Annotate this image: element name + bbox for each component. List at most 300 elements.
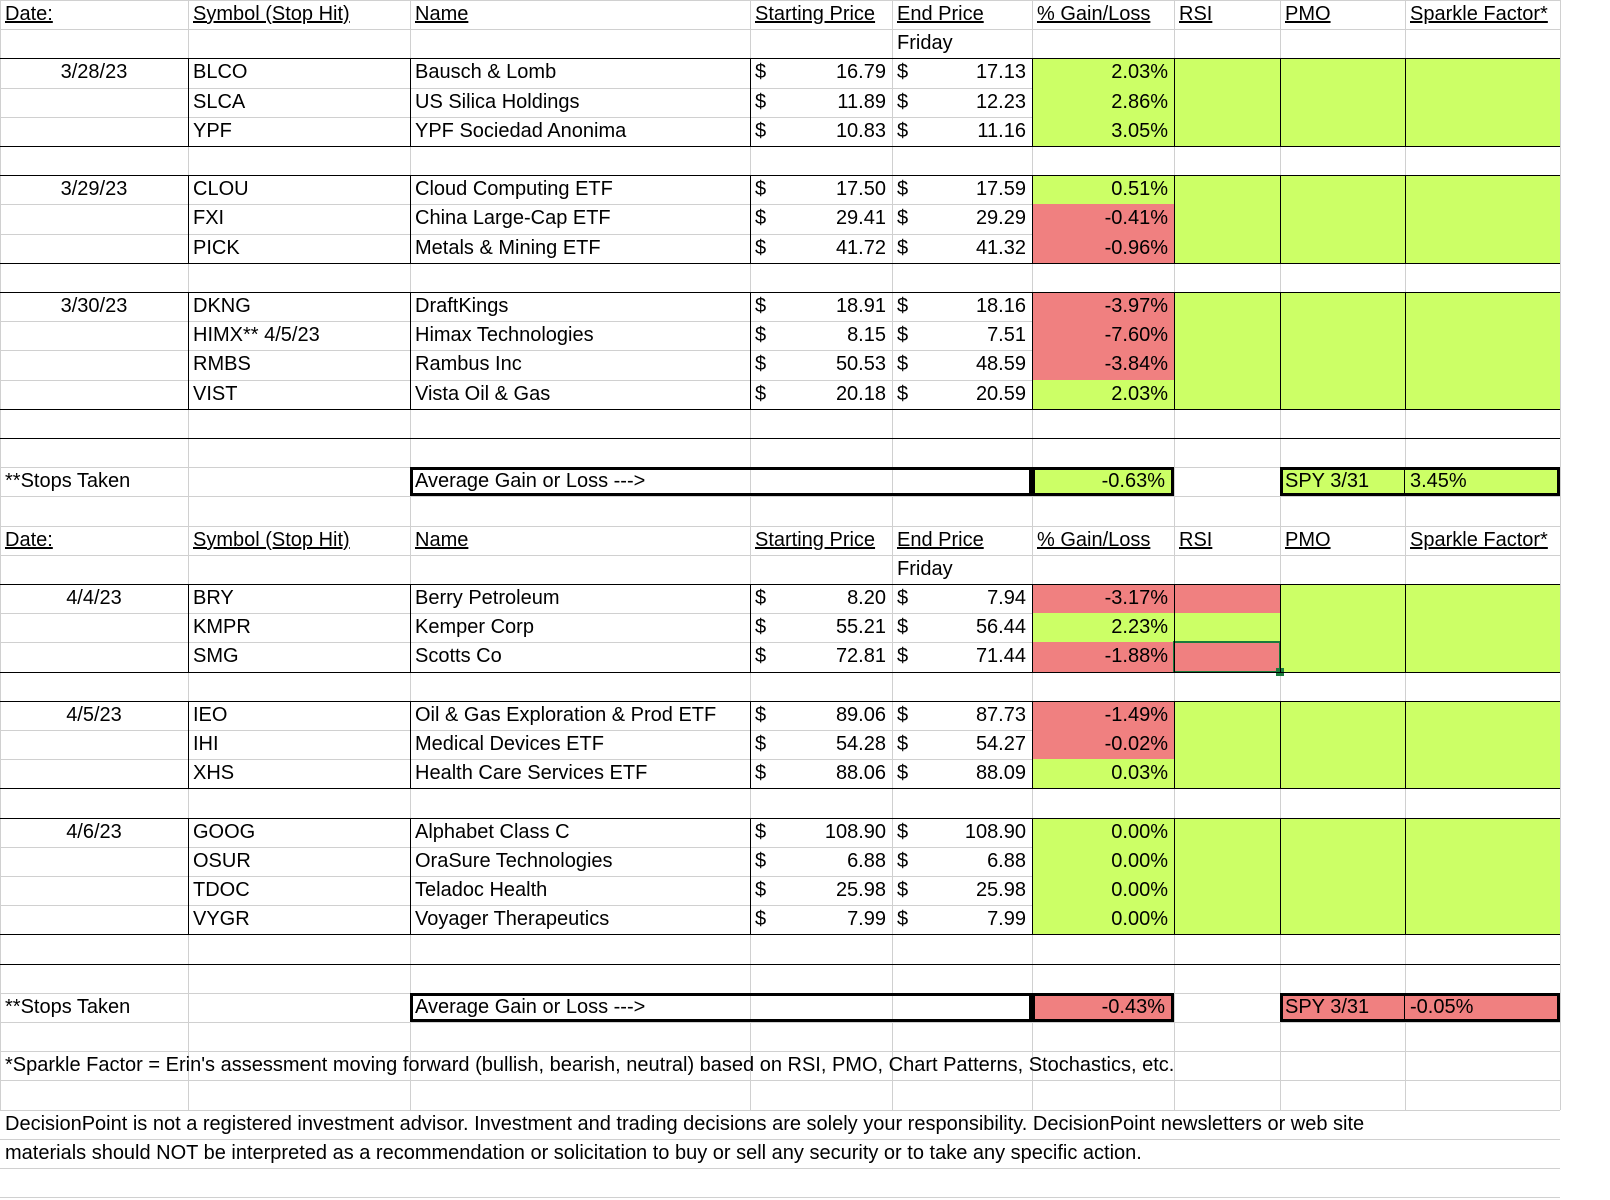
end-price-cell[interactable]: 12.23 xyxy=(975,91,1026,113)
currency-sign: $ xyxy=(897,704,909,726)
starting-price-cell[interactable]: 16.79 xyxy=(835,61,886,83)
rsi-cell[interactable] xyxy=(1174,759,1280,788)
rsi-cell[interactable] xyxy=(1174,117,1280,146)
starting-price-cell[interactable]: 20.18 xyxy=(835,383,886,405)
rsi-cell[interactable] xyxy=(1174,818,1280,847)
rsi-cell[interactable] xyxy=(1174,58,1280,88)
grid-line xyxy=(0,1022,1560,1023)
symbol-cell[interactable]: BLCO xyxy=(193,61,248,83)
symbol-cell[interactable]: GOOG xyxy=(193,821,256,843)
currency-sign: $ xyxy=(755,353,767,375)
pmo-cell[interactable] xyxy=(1280,88,1405,117)
end-price-cell[interactable]: 11.16 xyxy=(977,120,1026,142)
sparkle-cell[interactable] xyxy=(1405,204,1560,234)
symbol-cell[interactable]: DKNG xyxy=(193,295,251,317)
symbol-cell[interactable]: VIST xyxy=(193,383,238,405)
grid-line xyxy=(0,964,1560,965)
name-cell[interactable]: Teladoc Health xyxy=(415,879,548,901)
grid-line xyxy=(1032,292,1033,409)
name-cell[interactable]: Himax Technologies xyxy=(415,324,594,346)
pmo-cell[interactable] xyxy=(1280,759,1405,788)
grid-line xyxy=(1405,292,1406,409)
grid-line xyxy=(1032,584,1033,672)
gain-loss-cell[interactable]: 0.00% xyxy=(1111,908,1168,930)
sparkle-cell[interactable] xyxy=(1405,730,1560,759)
pmo-cell[interactable] xyxy=(1280,847,1405,876)
currency-sign: $ xyxy=(897,908,909,930)
end-price-cell[interactable]: 56.44 xyxy=(975,616,1026,638)
end-price-cell[interactable]: 48.59 xyxy=(975,353,1026,375)
header-starting-price: Starting Price xyxy=(755,529,876,551)
rsi-cell[interactable] xyxy=(1174,905,1280,934)
sparkle-cell[interactable] xyxy=(1405,117,1560,146)
gain-loss-cell[interactable]: 2.86% xyxy=(1111,91,1168,113)
end-price-cell[interactable]: 20.59 xyxy=(975,383,1026,405)
currency-sign: $ xyxy=(755,908,767,930)
grid-line xyxy=(188,0,189,1110)
currency-sign: $ xyxy=(897,587,909,609)
starting-price-cell[interactable]: 18.91 xyxy=(835,295,886,317)
sparkle-cell[interactable] xyxy=(1405,818,1560,847)
sparkle-cell[interactable] xyxy=(1405,88,1560,117)
symbol-cell[interactable]: OSUR xyxy=(193,850,251,872)
starting-price-cell[interactable]: 88.06 xyxy=(835,762,886,784)
gain-loss-cell[interactable]: -0.02% xyxy=(1104,733,1168,755)
gain-loss-cell[interactable]: 0.00% xyxy=(1111,821,1168,843)
grid-line xyxy=(1174,701,1175,788)
grid-line xyxy=(0,934,1560,935)
pmo-cell[interactable] xyxy=(1280,701,1405,730)
currency-sign: $ xyxy=(897,616,909,638)
header-symbol: Symbol (Stop Hit) xyxy=(193,529,350,551)
date-cell[interactable]: 3/28/23 xyxy=(60,61,128,83)
sparkle-cell[interactable] xyxy=(1405,175,1560,204)
grid-line xyxy=(1174,0,1175,1110)
grid-line xyxy=(1174,818,1175,934)
end-price-cell[interactable]: 29.29 xyxy=(975,207,1026,229)
rsi-cell[interactable] xyxy=(1174,204,1280,234)
grid-line xyxy=(0,818,1560,819)
rsi-cell[interactable] xyxy=(1174,292,1280,321)
currency-sign: $ xyxy=(755,762,767,784)
currency-sign: $ xyxy=(897,207,909,229)
grid-line xyxy=(1032,0,1033,1110)
symbol-cell[interactable]: TDOC xyxy=(193,879,250,901)
name-cell[interactable]: Bausch & Lomb xyxy=(415,61,557,83)
gain-loss-cell[interactable]: 3.05% xyxy=(1111,120,1168,142)
currency-sign: $ xyxy=(897,91,909,113)
sparkle-cell[interactable] xyxy=(1405,58,1560,88)
gain-loss-cell[interactable]: 0.00% xyxy=(1111,850,1168,872)
disclaimer-line-1: DecisionPoint is not a registered investment advisor. Investment and trading decisions are solely your responsibility. DecisionPoint newsletters or web site xyxy=(5,1113,1365,1135)
currency-sign: $ xyxy=(897,324,909,346)
grid-line xyxy=(0,496,1560,497)
name-cell[interactable]: YPF Sociedad Anonima xyxy=(415,120,627,142)
name-cell[interactable]: Berry Petroleum xyxy=(415,587,560,609)
sparkle-cell[interactable] xyxy=(1405,847,1560,876)
currency-sign: $ xyxy=(755,383,767,405)
currency-sign: $ xyxy=(897,879,909,901)
rsi-cell[interactable] xyxy=(1174,584,1280,613)
end-price-cell[interactable]: 17.13 xyxy=(975,61,1026,83)
starting-price-cell[interactable]: 6.88 xyxy=(847,850,886,872)
grid-line xyxy=(1280,818,1281,934)
rsi-cell[interactable] xyxy=(1174,88,1280,117)
grid-line xyxy=(1405,175,1406,263)
sparkle-cell[interactable] xyxy=(1405,292,1560,321)
gain-loss-cell[interactable]: 2.03% xyxy=(1111,61,1168,83)
header-name: Name xyxy=(415,529,469,551)
name-cell[interactable]: Vista Oil & Gas xyxy=(415,383,551,405)
grid-line xyxy=(1280,701,1281,788)
gain-loss-cell[interactable]: 0.51% xyxy=(1111,178,1168,200)
header-gain-loss: % Gain/Loss xyxy=(1037,3,1151,25)
currency-sign: $ xyxy=(897,178,909,200)
grid-line xyxy=(1405,701,1406,788)
gain-loss-cell[interactable]: -3.17% xyxy=(1104,587,1168,609)
name-cell[interactable]: Oil & Gas Exploration & Prod ETF xyxy=(415,704,717,726)
end-price-cell[interactable]: 108.90 xyxy=(964,821,1026,843)
header-name: Name xyxy=(415,3,469,25)
grid-line xyxy=(750,175,751,263)
starting-price-cell[interactable]: 8.15 xyxy=(847,324,886,346)
currency-sign: $ xyxy=(897,762,909,784)
grid-line xyxy=(0,0,1,1110)
header-pmo: PMO xyxy=(1285,529,1331,551)
header-starting-price: Starting Price xyxy=(755,3,876,25)
end-price-cell[interactable]: 6.88 xyxy=(987,850,1026,872)
grid-line xyxy=(1405,0,1406,1110)
grid-line xyxy=(0,1080,1560,1081)
grid-line xyxy=(750,701,751,788)
header-end-price: End Price xyxy=(897,529,984,551)
grid-line xyxy=(0,409,1560,410)
grid-line xyxy=(0,58,1560,59)
pmo-cell[interactable] xyxy=(1280,380,1405,409)
date-cell[interactable]: 4/4/23 xyxy=(66,587,122,609)
gain-loss-cell[interactable]: -0.41% xyxy=(1104,207,1168,229)
symbol-cell[interactable]: XHS xyxy=(193,762,235,784)
currency-sign: $ xyxy=(897,733,909,755)
currency-sign: $ xyxy=(897,237,909,259)
grid-line xyxy=(188,58,189,146)
end-price-cell[interactable]: 54.27 xyxy=(975,733,1026,755)
gain-loss-cell[interactable]: -7.60% xyxy=(1104,324,1168,346)
spy-label[interactable]: SPY 3/31 xyxy=(1280,993,1405,1022)
grid-line xyxy=(0,292,1560,293)
grid-line xyxy=(188,584,189,672)
name-cell[interactable]: Voyager Therapeutics xyxy=(415,908,610,930)
name-cell[interactable]: Kemper Corp xyxy=(415,616,534,638)
grid-line xyxy=(1174,584,1175,672)
starting-price-cell[interactable]: 29.41 xyxy=(835,207,886,229)
sparkle-cell[interactable] xyxy=(1405,584,1560,613)
end-price-cell[interactable]: 7.99 xyxy=(987,908,1026,930)
starting-price-cell[interactable]: 50.53 xyxy=(835,353,886,375)
grid-line xyxy=(750,584,751,672)
stops-taken-label: **Stops Taken xyxy=(5,996,131,1018)
pmo-cell[interactable] xyxy=(1280,876,1405,905)
sparkle-cell[interactable] xyxy=(1405,380,1560,409)
grid-line xyxy=(410,175,411,263)
grid-line xyxy=(0,1197,1560,1198)
grid-line xyxy=(1280,58,1281,146)
rsi-cell[interactable] xyxy=(1174,321,1280,350)
starting-price-cell[interactable]: 72.81 xyxy=(835,645,886,667)
sparkle-cell[interactable] xyxy=(1405,613,1560,642)
name-cell[interactable]: OraSure Technologies xyxy=(415,850,613,872)
end-price-cell[interactable]: 87.73 xyxy=(975,704,1026,726)
currency-sign: $ xyxy=(897,821,909,843)
name-cell[interactable]: Metals & Mining ETF xyxy=(415,237,601,259)
sparkle-footnote: *Sparkle Factor = Erin's assessment moving forward (bullish, bearish, neutral) based on RSI, PMO, Chart Patterns, Stochastics, etc. xyxy=(5,1054,1175,1076)
starting-price-cell[interactable]: 10.83 xyxy=(835,120,886,142)
rsi-cell[interactable] xyxy=(1174,847,1280,876)
symbol-cell[interactable]: YPF xyxy=(193,120,232,142)
header-date: Date: xyxy=(5,3,53,25)
end-price-cell[interactable]: 71.44 xyxy=(975,645,1026,667)
currency-sign: $ xyxy=(755,587,767,609)
sparkle-cell[interactable] xyxy=(1405,350,1560,380)
grid-line xyxy=(410,584,411,672)
grid-line xyxy=(1405,584,1406,672)
currency-sign: $ xyxy=(897,850,909,872)
grid-line xyxy=(410,0,411,1110)
currency-sign: $ xyxy=(755,91,767,113)
name-cell[interactable]: Medical Devices ETF xyxy=(415,733,604,755)
end-price-cell[interactable]: 18.16 xyxy=(975,295,1026,317)
currency-sign: $ xyxy=(755,295,767,317)
gain-loss-cell[interactable]: -3.84% xyxy=(1104,353,1168,375)
end-price-cell[interactable]: 88.09 xyxy=(975,762,1026,784)
gain-loss-cell[interactable]: -3.97% xyxy=(1104,295,1168,317)
gain-loss-cell[interactable]: 0.00% xyxy=(1111,879,1168,901)
date-cell[interactable]: 4/6/23 xyxy=(66,821,122,843)
currency-sign: $ xyxy=(755,821,767,843)
currency-sign: $ xyxy=(755,645,767,667)
header-friday: Friday xyxy=(897,558,953,580)
name-cell[interactable]: US Silica Holdings xyxy=(415,91,580,113)
symbol-cell[interactable]: SLCA xyxy=(193,91,246,113)
pmo-cell[interactable] xyxy=(1280,175,1405,204)
name-cell[interactable]: Cloud Computing ETF xyxy=(415,178,613,200)
grid-line xyxy=(0,584,1560,585)
header-date: Date: xyxy=(5,529,53,551)
starting-price-cell[interactable]: 8.20 xyxy=(847,587,886,609)
pmo-cell[interactable] xyxy=(1280,204,1405,234)
spy-label[interactable]: SPY 3/31 xyxy=(1280,467,1405,496)
currency-sign: $ xyxy=(755,324,767,346)
end-price-cell[interactable]: 7.94 xyxy=(987,587,1026,609)
rsi-cell[interactable] xyxy=(1174,876,1280,905)
grid-line xyxy=(750,58,751,146)
symbol-cell[interactable]: IEO xyxy=(193,704,228,726)
gain-loss-cell[interactable]: 0.03% xyxy=(1111,762,1168,784)
header-pmo: PMO xyxy=(1285,3,1331,25)
starting-price-cell[interactable]: 11.89 xyxy=(837,91,886,113)
header-symbol: Symbol (Stop Hit) xyxy=(193,3,350,25)
header-end-price: End Price xyxy=(897,3,984,25)
currency-sign: $ xyxy=(897,295,909,317)
starting-price-cell[interactable]: 108.90 xyxy=(824,821,886,843)
name-cell[interactable]: Alphabet Class C xyxy=(415,821,570,843)
date-cell[interactable]: 3/30/23 xyxy=(60,295,128,317)
grid-line xyxy=(1174,292,1175,409)
date-cell[interactable]: 3/29/23 xyxy=(60,178,128,200)
currency-sign: $ xyxy=(755,704,767,726)
grid-line xyxy=(188,175,189,263)
currency-sign: $ xyxy=(897,120,909,142)
symbol-cell[interactable]: BRY xyxy=(193,587,234,609)
name-cell[interactable]: DraftKings xyxy=(415,295,509,317)
header-rsi: RSI xyxy=(1179,3,1213,25)
rsi-cell[interactable] xyxy=(1174,350,1280,380)
grid-line xyxy=(0,438,1560,439)
starting-price-cell[interactable]: 41.72 xyxy=(835,237,886,259)
rsi-cell[interactable] xyxy=(1174,175,1280,204)
rsi-cell[interactable] xyxy=(1174,730,1280,759)
grid-line xyxy=(0,29,1560,30)
pmo-cell[interactable] xyxy=(1280,234,1405,263)
sparkle-cell[interactable] xyxy=(1405,701,1560,730)
currency-sign: $ xyxy=(755,850,767,872)
symbol-cell[interactable]: SMG xyxy=(193,645,239,667)
rsi-cell[interactable] xyxy=(1174,380,1280,409)
grid-line xyxy=(410,292,411,409)
grid-line xyxy=(1280,175,1281,263)
grid-line xyxy=(0,788,1560,789)
starting-price-cell[interactable]: 55.21 xyxy=(835,616,886,638)
grid-line xyxy=(0,1168,1560,1169)
currency-sign: $ xyxy=(897,61,909,83)
symbol-cell[interactable]: RMBS xyxy=(193,353,251,375)
currency-sign: $ xyxy=(755,616,767,638)
end-price-cell[interactable]: 25.98 xyxy=(975,879,1026,901)
average-label: Average Gain or Loss ---> xyxy=(415,470,646,492)
grid-line xyxy=(1032,175,1033,263)
grid-line xyxy=(1405,58,1406,146)
pmo-cell[interactable] xyxy=(1280,117,1405,146)
stops-taken-label: **Stops Taken xyxy=(5,470,131,492)
grid-line xyxy=(188,701,189,788)
end-price-cell[interactable]: 17.59 xyxy=(975,178,1026,200)
grid-line xyxy=(410,701,411,788)
grid-line xyxy=(1280,584,1281,672)
pmo-cell[interactable] xyxy=(1280,818,1405,847)
header-gain-loss: % Gain/Loss xyxy=(1037,529,1151,551)
average-value[interactable]: -0.63% xyxy=(1032,467,1174,496)
end-price-cell[interactable]: 41.32 xyxy=(975,237,1026,259)
average-label: Average Gain or Loss ---> xyxy=(415,996,646,1018)
starting-price-cell[interactable]: 89.06 xyxy=(835,704,886,726)
name-cell[interactable]: Health Care Services ETF xyxy=(415,762,648,784)
pmo-cell[interactable] xyxy=(1280,292,1405,321)
rsi-cell[interactable] xyxy=(1174,701,1280,730)
starting-price-cell[interactable]: 25.98 xyxy=(835,879,886,901)
pmo-cell[interactable] xyxy=(1280,730,1405,759)
header-rsi: RSI xyxy=(1179,529,1213,551)
name-cell[interactable]: Rambus Inc xyxy=(415,353,522,375)
rsi-cell[interactable] xyxy=(1174,613,1280,642)
grid-line xyxy=(188,818,189,934)
grid-line xyxy=(410,58,411,146)
sparkle-cell[interactable] xyxy=(1405,905,1560,934)
sparkle-cell[interactable] xyxy=(1405,234,1560,263)
gain-loss-cell[interactable]: -1.88% xyxy=(1104,645,1168,667)
symbol-cell[interactable]: VYGR xyxy=(193,908,250,930)
gain-loss-cell[interactable]: -0.96% xyxy=(1104,237,1168,259)
spy-value[interactable]: -0.05% xyxy=(1410,996,1474,1018)
grid-line xyxy=(1405,818,1406,934)
pmo-cell[interactable] xyxy=(1280,321,1405,350)
symbol-cell[interactable]: FXI xyxy=(193,207,225,229)
currency-sign: $ xyxy=(755,879,767,901)
currency-sign: $ xyxy=(897,353,909,375)
grid-line xyxy=(0,701,1560,702)
grid-line xyxy=(750,818,751,934)
grid-line xyxy=(188,292,189,409)
end-price-cell[interactable]: 7.51 xyxy=(987,324,1026,346)
header-friday: Friday xyxy=(897,32,953,54)
selected-cell-outline[interactable] xyxy=(1173,641,1281,673)
pmo-cell[interactable] xyxy=(1280,613,1405,642)
starting-price-cell[interactable]: 7.99 xyxy=(847,908,886,930)
grid-line xyxy=(1280,292,1281,409)
grid-line xyxy=(1560,0,1561,1110)
currency-sign: $ xyxy=(897,645,909,667)
symbol-cell[interactable]: IHI xyxy=(193,733,219,755)
grid-line xyxy=(1032,58,1033,146)
pmo-cell[interactable] xyxy=(1280,58,1405,88)
sparkle-cell[interactable] xyxy=(1405,759,1560,788)
gain-loss-cell[interactable]: 2.23% xyxy=(1111,616,1168,638)
symbol-cell[interactable]: HIMX** 4/5/23 xyxy=(193,324,320,346)
starting-price-cell[interactable]: 17.50 xyxy=(835,178,886,200)
currency-sign: $ xyxy=(755,207,767,229)
disclaimer-line-2: materials should NOT be interpreted as a recommendation or solicitation to buy or sell any security or to take any specific action. xyxy=(5,1142,1142,1164)
currency-sign: $ xyxy=(755,120,767,142)
pmo-cell[interactable] xyxy=(1280,350,1405,380)
grid-line xyxy=(0,146,1560,147)
name-cell[interactable]: Scotts Co xyxy=(415,645,502,667)
name-cell[interactable]: China Large-Cap ETF xyxy=(415,207,611,229)
sparkle-cell[interactable] xyxy=(1405,642,1560,672)
gain-loss-cell[interactable]: -1.49% xyxy=(1104,704,1168,726)
grid-line xyxy=(1280,0,1281,1110)
pmo-cell[interactable] xyxy=(1280,584,1405,613)
sparkle-cell[interactable] xyxy=(1405,321,1560,350)
spy-value[interactable]: 3.45% xyxy=(1410,470,1467,492)
header-sparkle-factor: Sparkle Factor* xyxy=(1410,529,1548,551)
average-value[interactable]: -0.43% xyxy=(1032,993,1174,1022)
gain-loss-cell[interactable]: 2.03% xyxy=(1111,383,1168,405)
grid-line xyxy=(1032,701,1033,788)
symbol-cell[interactable]: KMPR xyxy=(193,616,251,638)
grid-line xyxy=(1032,818,1033,934)
grid-line xyxy=(0,175,1560,176)
currency-sign: $ xyxy=(755,178,767,200)
symbol-cell[interactable]: CLOU xyxy=(193,178,249,200)
pmo-cell[interactable] xyxy=(1280,642,1405,672)
starting-price-cell[interactable]: 54.28 xyxy=(835,733,886,755)
date-cell[interactable]: 4/5/23 xyxy=(66,704,122,726)
symbol-cell[interactable]: PICK xyxy=(193,237,240,259)
rsi-cell[interactable] xyxy=(1174,234,1280,263)
pmo-cell[interactable] xyxy=(1280,905,1405,934)
header-sparkle-factor: Sparkle Factor* xyxy=(1410,3,1548,25)
grid-line xyxy=(750,292,751,409)
sparkle-cell[interactable] xyxy=(1405,876,1560,905)
